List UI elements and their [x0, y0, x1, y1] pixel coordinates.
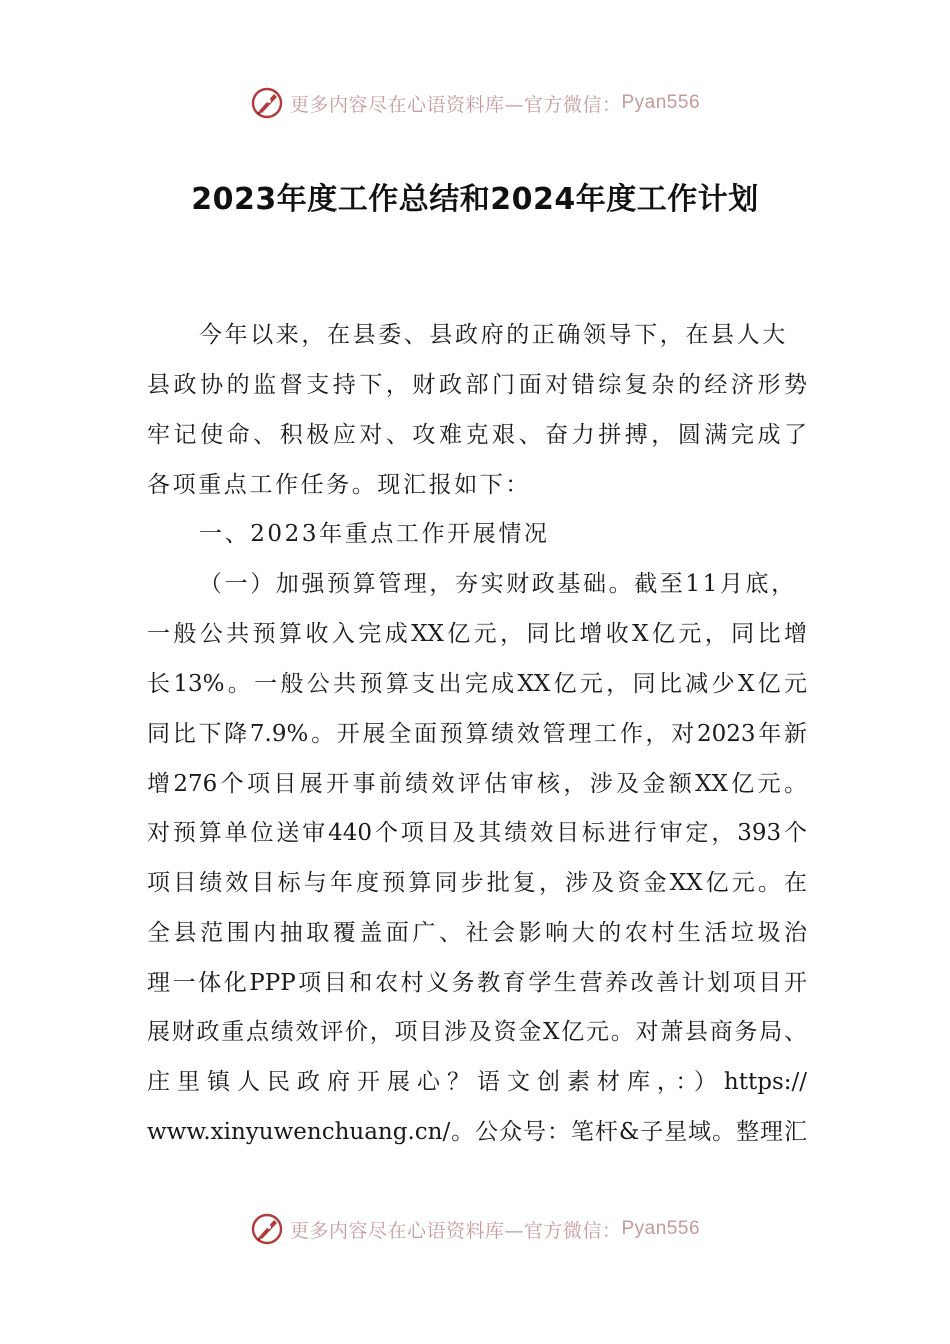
body-line-14: 理一体化PPP项目和农村义务教育学生营养改善计划项目开 [147, 970, 807, 996]
pen-logo-icon [250, 1212, 284, 1246]
header-watermark [0, 86, 950, 120]
body-line-17: www.xinyuwenchuang.cn/。公众号：笔杆&子星域。整理汇 [147, 1119, 807, 1145]
document-title: 2023年度工作总结和2024年度工作计划 [191, 182, 759, 217]
pen-logo-icon [250, 86, 284, 120]
section-heading-1: 一、2023年重点工作开展情况 [199, 521, 550, 547]
body-line-2: 县政协的监督支持下，财政部门面对错综复杂的经济形势 [147, 372, 807, 398]
body-line-10: 增276个项目展开事前绩效评估审核，涉及金额XX亿元。 [147, 771, 807, 797]
body-line-13: 全县范围内抽取覆盖面广、社会影响大的农村生活垃圾治 [147, 920, 807, 946]
watermark-wechat-id: Pyan556 [621, 1218, 701, 1239]
body-line-1: 今年以来，在县委、县政府的正确领导下，在县人大 [199, 322, 788, 348]
watermark-text: 更多内容尽在心语资料库—官方微信： [289, 1219, 622, 1242]
body-line-7: 一般公共预算收入完成XX亿元，同比增收X亿元，同比增 [147, 621, 807, 647]
body-line-9: 同比下降7.9%。开展全面预算绩效管理工作，对2023年新 [147, 721, 807, 747]
body-line-8: 长13%。一般公共预算支出完成XX亿元，同比减少X亿元 [147, 671, 807, 697]
body-line-11: 对预算单位送审440个项目及其绩效目标进行审定，393个 [147, 820, 807, 846]
footer-watermark [0, 1212, 950, 1246]
body-line-16: 庄里镇人民政府开展心？语文创素材库，：）https:// [147, 1069, 807, 1095]
body-line-15: 展财政重点绩效评价，项目涉及资金X亿元。对萧县商务局、 [147, 1019, 807, 1045]
body-line-4: 各项重点工作任务。现汇报如下： [147, 472, 531, 498]
body-line-3: 牢记使命、积极应对、攻难克艰、奋力拼搏，圆满完成了 [147, 422, 807, 448]
watermark-wechat-id: Pyan556 [621, 92, 701, 113]
subsection-heading-1: （一）加强预算管理，夯实财政基础。截至11月底， [199, 571, 797, 597]
watermark-text: 更多内容尽在心语资料库—官方微信： [289, 93, 622, 116]
body-line-12: 项目绩效目标与年度预算同步批复，涉及资金XX亿元。在 [147, 870, 807, 896]
